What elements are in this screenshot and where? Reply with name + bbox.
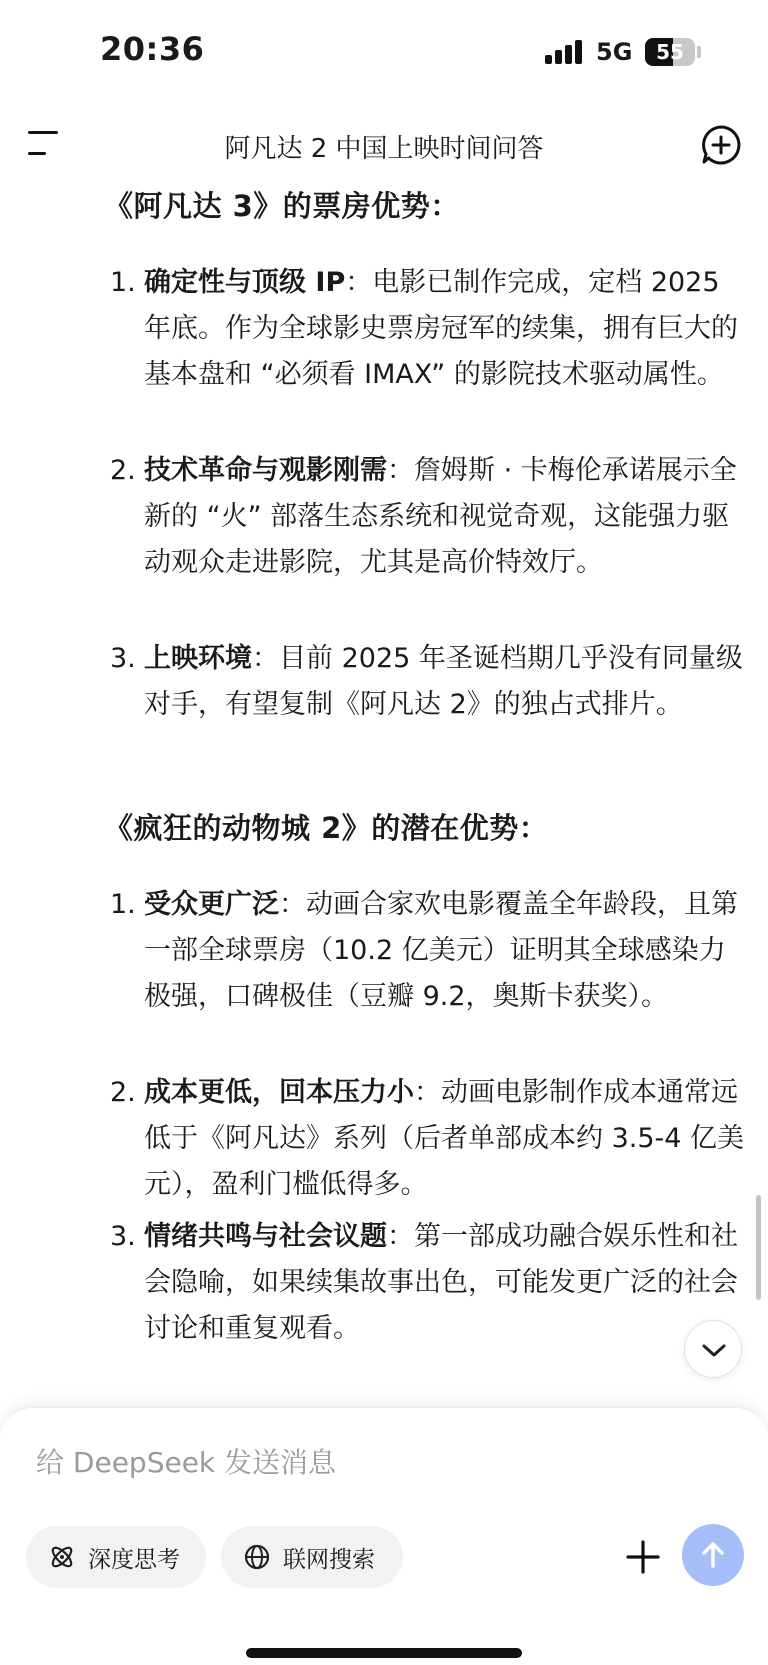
list-item: 3. 上映环境：目前 2025 年圣诞档期几乎没有同量级对手，有望复制《阿凡达 2》的独占式排片。 bbox=[110, 643, 743, 720]
attach-button[interactable] bbox=[618, 1532, 668, 1582]
chat-title[interactable]: 阿凡达 2 中国上映时间问答 bbox=[224, 134, 544, 164]
chat-header bbox=[0, 110, 768, 180]
list-item: 1. 受众更广泛：动画合家欢电影覆盖全年龄段，且第一部全球票房（10.2 亿美元）证明其全球感染力极强，口碑极佳（豆瓣 9.2，奥斯卡获奖）。 bbox=[110, 889, 738, 1012]
home-indicator bbox=[246, 1648, 522, 1658]
chevron-down-icon bbox=[685, 1321, 743, 1379]
menu-icon[interactable] bbox=[28, 128, 64, 158]
battery-icon bbox=[645, 38, 695, 66]
globe-icon bbox=[243, 1543, 271, 1571]
status-time: 20:36 bbox=[100, 30, 205, 68]
list-item: 2. 技术革命与观影刚需：詹姆斯 · 卡梅伦承诺展示全新的 “火” 部落生态系统和视觉奇观，这能强力驱动观众走进影院，尤其是高价特效厅。 bbox=[110, 455, 737, 578]
list-item: 2. 成本更低，回本压力小：动画电影制作成本通常远低于《阿凡达》系列（后者单部成本约 3.5-4 亿美元），盈利门槛低得多。 bbox=[110, 1077, 745, 1200]
scrollbar[interactable] bbox=[756, 1195, 761, 1300]
scroll-to-bottom-button[interactable] bbox=[684, 1320, 742, 1378]
deep-think-label: 深度思考 bbox=[88, 1546, 180, 1573]
atom-icon bbox=[48, 1543, 76, 1571]
deep-think-toggle[interactable] bbox=[26, 1526, 206, 1588]
web-search-toggle[interactable] bbox=[221, 1526, 403, 1588]
cellular-signal-icon bbox=[545, 40, 585, 64]
list-item: 1. 确定性与顶级 IP：电影已制作完成，定档 2025 年底。作为全球影史票房冠军的续集，拥有巨大的基本盘和 “必须看 IMAX” 的影院技术驱动属性。 bbox=[110, 267, 738, 390]
new-chat-icon[interactable] bbox=[700, 124, 742, 166]
battery-tip bbox=[697, 46, 701, 58]
arrow-up-icon bbox=[698, 1540, 728, 1570]
battery-level: 55 bbox=[656, 40, 684, 64]
message-composer bbox=[0, 1407, 768, 1665]
message-input[interactable] bbox=[36, 1440, 726, 1484]
network-type: 5G bbox=[596, 38, 633, 66]
section-title: 《阿凡达 3》的票房优势： bbox=[104, 189, 460, 223]
plus-icon bbox=[618, 1532, 668, 1582]
status-bar bbox=[0, 0, 768, 100]
section-title: 《疯狂的动物城 2》的潜在优势： bbox=[104, 811, 549, 845]
web-search-label: 联网搜索 bbox=[283, 1546, 375, 1573]
list-item: 3. 情绪共鸣与社会议题：第一部成功融合娱乐性和社会隐喻，如果续集故事出色，可能发更广泛的社会讨论和重复观看。 bbox=[110, 1221, 738, 1344]
send-button[interactable] bbox=[682, 1524, 744, 1586]
message-content bbox=[0, 180, 768, 1400]
